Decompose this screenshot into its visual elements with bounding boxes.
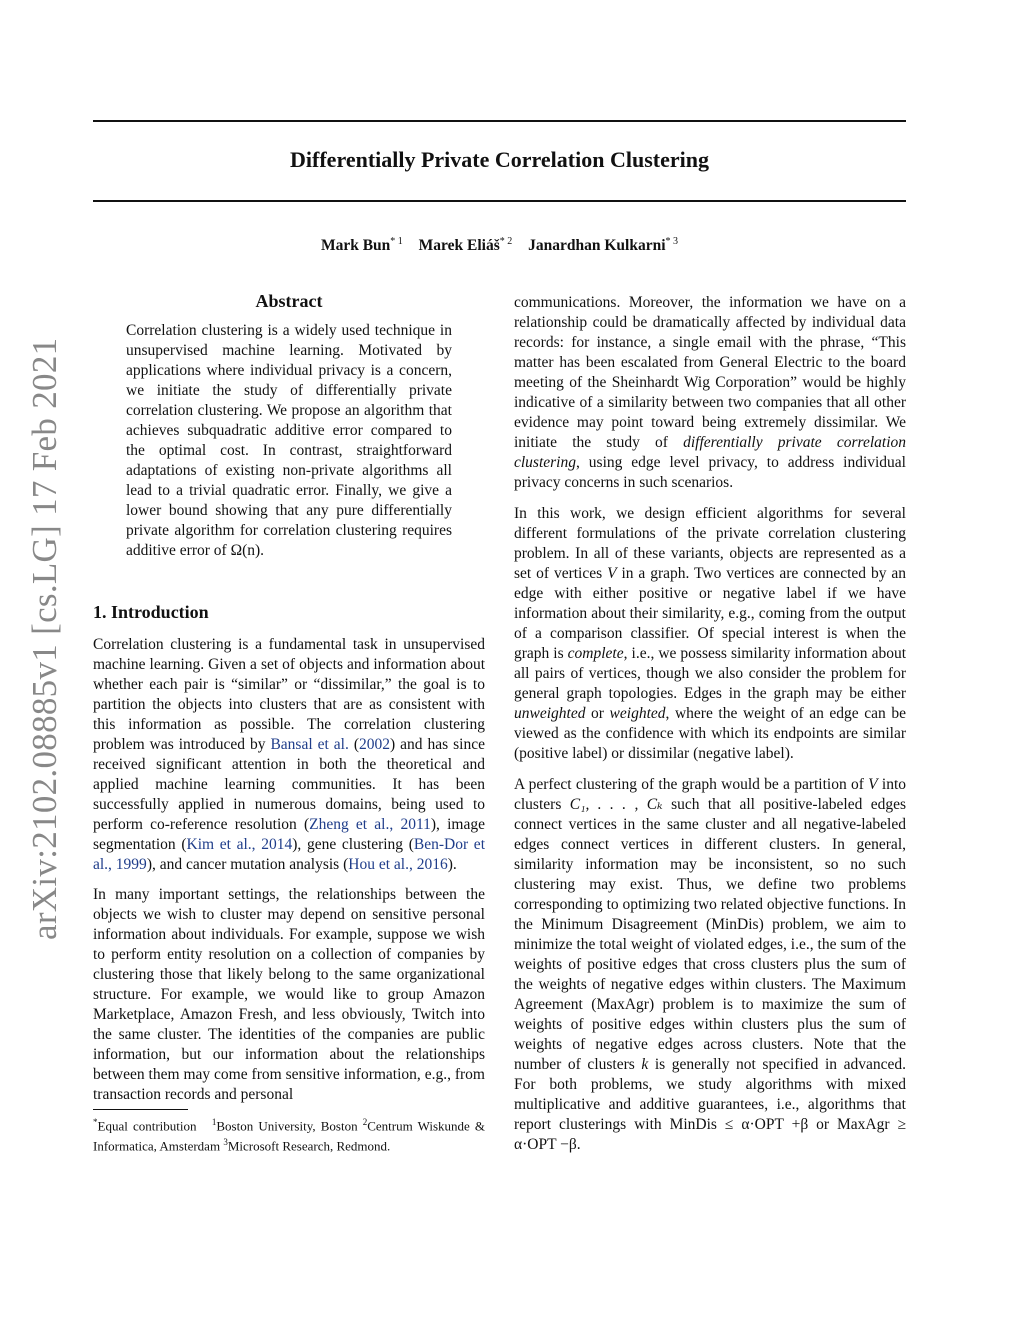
abstract-heading: Abstract bbox=[255, 291, 323, 311]
arxiv-identifier: arXiv:2102.08885v1 [cs.LG] 17 Feb 2021 bbox=[25, 337, 64, 940]
intro-paragraph-2: In many important settings, the relationships between the objects we wish to cluster may depend on sensitive personal information about individuals. For example, suppose we wish to perform entity resolution on a collection of companies by clustering those that likely belong to the same organizational structure. For example, we would like to group Amazon Marketplace, Amazon Fresh, and less obviously, Twitch into the same cluster. The identities of the companies are public information, but our information about the relationships between them may come from sensitive information, e.g., from transaction records and personal bbox=[93, 886, 485, 1103]
citation-year-link[interactable]: 2002 bbox=[359, 736, 390, 753]
footnote: *Equal contribution $^1$Boston University, Boston $^2$Centrum Wiskunde & Informatica, Amsterdam $^3$Microsoft Research, Redmond. bbox=[93, 1117, 486, 1154]
intro-paragraph-3: communications. Moreover, the information we have on a relationship could be dramatically affected by individual data records: for instance, a single email with the phrase, “This matter has been escalated from General Electric to the board meeting of the Sheinhardt Wig Corporation” would be highly indicative of a similarity between two companies that all other evidence may point toward being extremely dissimilar. We initiate the study of differentially private correlation clustering, using edge level privacy, to address individual privacy concerns in such scenarios. bbox=[514, 294, 907, 491]
footnote-rule bbox=[93, 1109, 188, 1110]
citation-link[interactable]: Kim et al., 2014 bbox=[186, 836, 293, 853]
title-top-rule bbox=[93, 120, 906, 122]
citation-link[interactable]: Bansal et al. bbox=[270, 736, 349, 753]
author: Janardhan Kulkarni$^{* 3}$ bbox=[528, 236, 679, 255]
paper-title: Differentially Private Correlation Clustering bbox=[290, 147, 709, 172]
right-column bbox=[514, 293, 906, 1166]
intro-paragraph-5: A perfect clustering of the graph would be a partition of V into clusters C₁, . . . , Cₖ such that all positive-labeled edges connect vertices in the same cluster and all negative-labeled edges connect vertices in different clusters. In general, similarity information may be inconsistent, so no such clustering may exist. Thus, we define two problems corresponding to optimizing two related objective functions. In the Minimum Disagreement (MinDis) problem, we aim to minimize the total weight of violated edges, i.e., the sum of the weights of positive edges that cross clusters plus the sum of the weights of negative edges within clusters. The Maximum Agreement (MaxAgr) problem is to maximize the sum of weights of positive edges within clusters plus the sum of weights of negative edges across clusters. Note that the number of clusters k is generally not specified in advanced. For both problems, we study algorithms with mixed multiplicative and additive guarantees, i.e., algorithms that report clusterings with MinDis ≤ α·OPT +β or MaxAgr ≥ α·OPT −β. bbox=[514, 776, 906, 1153]
intro-paragraph-4: In this work, we design efficient algorithms for several different formulations of the private correlation clustering problem. In all of these variants, objects are represented as a set of vertices V in a graph. Two vertices are connected by an edge with either positive or negative label if we have information about their similarity, e.g., coming from the output of a comparison classifier. Of special interest is when the graph is complete, i.e., we possess similarity information about all pairs of vertices, though we also consider the problem for general graph topologies. Edges in the graph may be either unweighted or weighted, where the weight of an edge can be viewed as the confidence with which its endpoints are similar (positive label) or dissimilar (negative label). bbox=[514, 505, 906, 762]
introduction-heading: 1. Introduction bbox=[93, 602, 209, 622]
citation-link[interactable]: Ben-Dor et al., 1999 bbox=[93, 836, 485, 873]
author-list bbox=[93, 236, 906, 255]
abstract-body: Correlation clustering is a widely used technique in unsupervised machine learning. Motivated by applications where individual privacy is a concern, we initiate the study of differentially private correlation clustering. We propose an algorithm that achieves subquadratic additive error compared to the optimal cost. In contrast, straightforward adaptations of existing non-private algorithms all lead to a trivial quadratic error. Finally, we give a lower bound showing that any pure differentially private algorithm for correlation clustering requires additive error of Ω(n). bbox=[126, 322, 452, 559]
author: Marek Eliáš$^{* 2}$ bbox=[418, 236, 513, 255]
author: Mark Bun$^{* 1}$ bbox=[320, 236, 403, 255]
citation-link[interactable]: Zheng et al., 2011 bbox=[309, 816, 431, 833]
left-column bbox=[93, 290, 485, 1115]
intro-paragraph-1: Correlation clustering is a fundamental task in unsupervised machine learning. Given a set of objects and information about whether each pair is “similar” or “dissimilar,” the goal is to partition the objects into clusters that are as consistent with this information as possible. The correlation clustering problem was introduced by Bansal et al. (2002) and has since received significant attention in both the theoretical and applied machine learning communities. It has been successfully applied in numerous domains, being used to perform co-reference resolution (Zheng et al., 2011), image segmentation (Kim et al., 2014), gene clustering (Ben-Dor et al., 1999), and cancer mutation analysis (Hou et al., 2016). bbox=[93, 636, 485, 873]
title-bottom-rule bbox=[93, 200, 906, 202]
citation-link[interactable]: Hou et al., 2016 bbox=[348, 856, 448, 873]
